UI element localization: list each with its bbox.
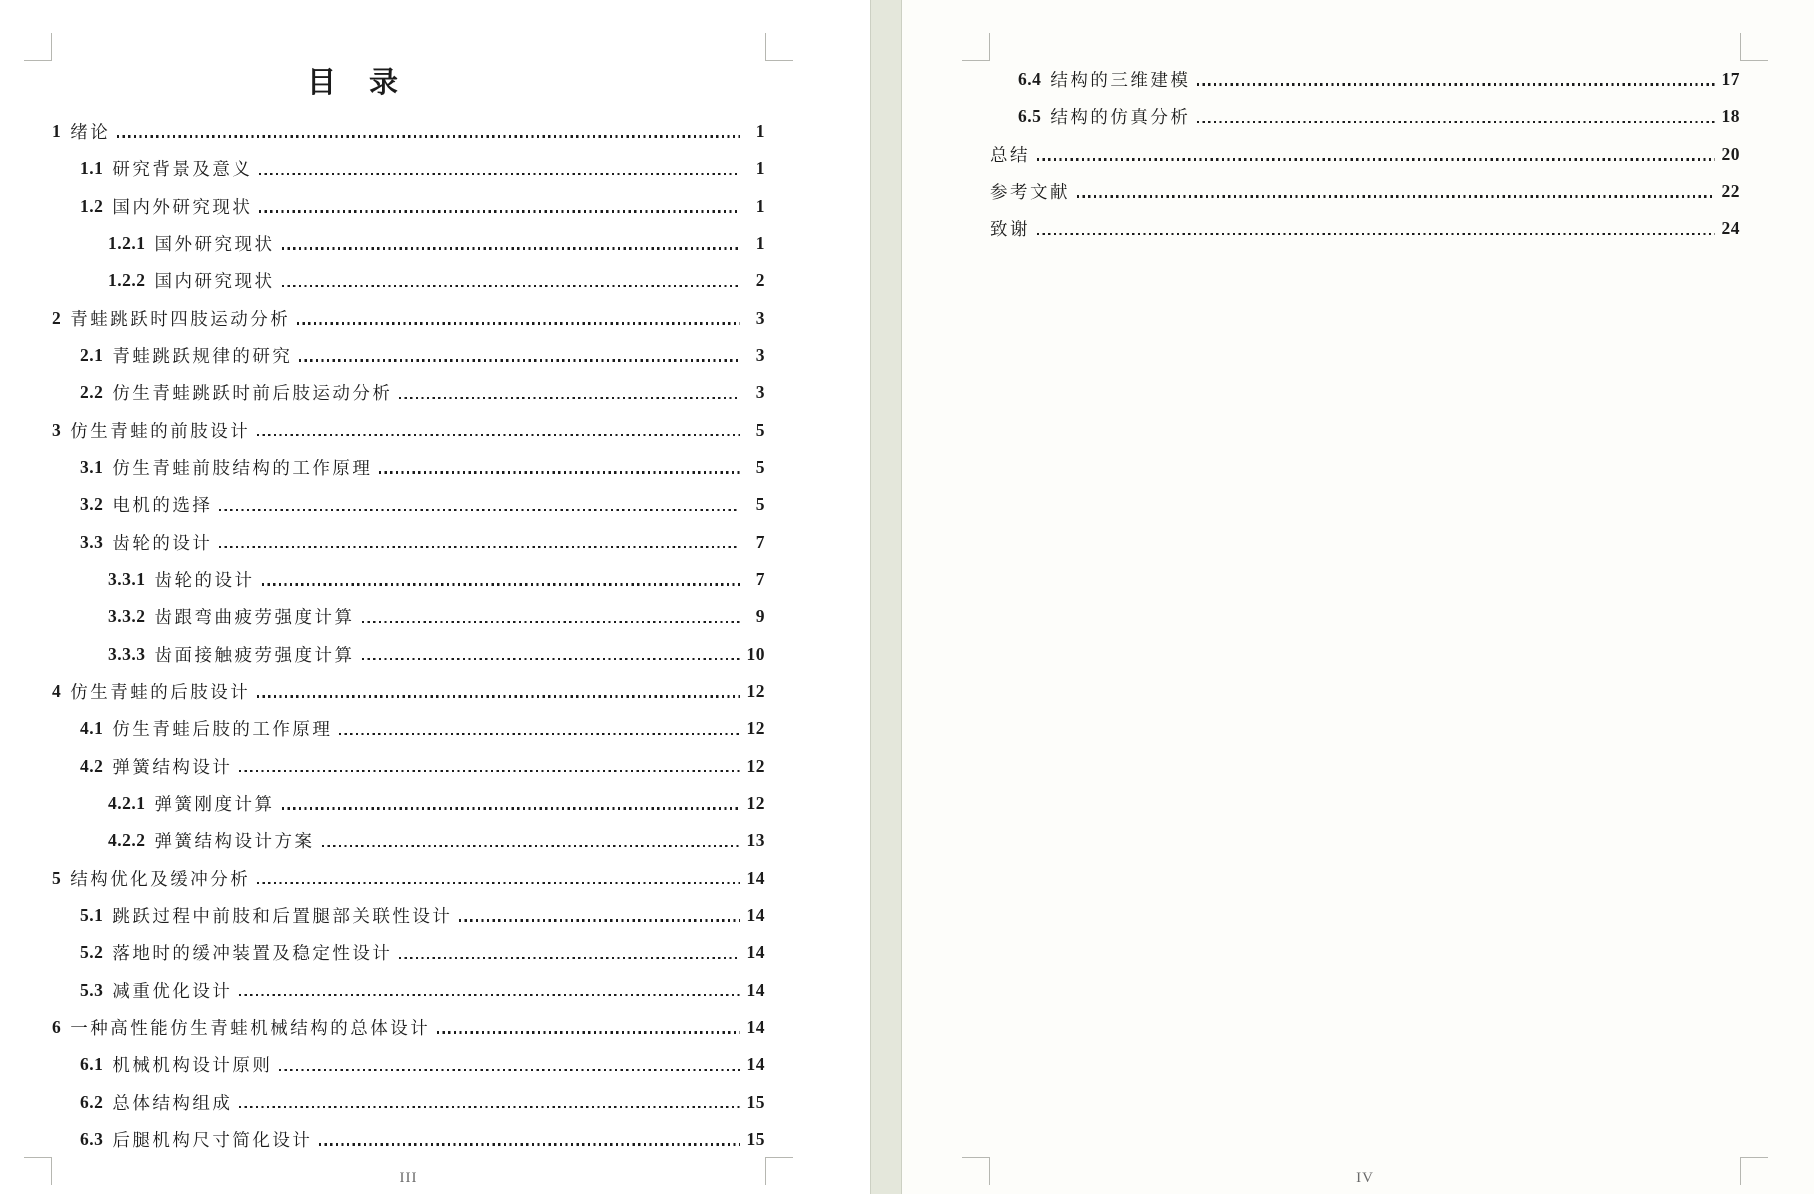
dot-leader xyxy=(339,733,740,735)
entry-number: 4.2.1 xyxy=(108,793,146,814)
entry-text: 仿生青蛙的后肢设计 xyxy=(70,682,251,703)
margin-corner-mark xyxy=(24,33,52,61)
margin-corner-mark xyxy=(765,33,793,61)
entry-page-number: 5 xyxy=(755,494,765,515)
dot-leader xyxy=(257,695,740,697)
entry-text: 落地时的缓冲装置及稳定性设计 xyxy=(112,943,393,964)
toc-entry[interactable] xyxy=(52,822,765,859)
dot-leader xyxy=(262,583,741,585)
toc-entry[interactable] xyxy=(990,98,1740,135)
toc-entry[interactable] xyxy=(52,673,765,710)
dot-leader xyxy=(282,247,741,249)
entry-text: 结构优化及缓冲分析 xyxy=(70,868,251,889)
entry-text: 弹簧结构设计方案 xyxy=(154,831,315,852)
dot-leader xyxy=(297,322,740,324)
toc-list-right xyxy=(990,61,1740,248)
dot-leader xyxy=(1037,158,1715,160)
dot-leader xyxy=(239,994,740,996)
entry-number: 5 xyxy=(52,867,62,888)
entry-number: 4.1 xyxy=(80,718,104,739)
entry-page-number: 14 xyxy=(746,1017,765,1038)
dot-leader xyxy=(282,807,741,809)
entry-page-number: 5 xyxy=(755,457,765,478)
toc-entry[interactable] xyxy=(52,1009,765,1046)
entry-number: 6 xyxy=(52,1017,62,1038)
entry-page-number: 14 xyxy=(746,905,765,926)
page-gap xyxy=(870,0,902,1194)
entry-number: 3 xyxy=(52,419,62,440)
dot-leader xyxy=(1037,233,1715,235)
entry-number: 1.2 xyxy=(80,195,104,216)
entry-number: 6.3 xyxy=(80,1129,104,1150)
entry-page-number: 9 xyxy=(755,606,765,627)
entry-number: 6.5 xyxy=(1018,106,1042,127)
toc-entry[interactable] xyxy=(52,897,765,934)
entry-page-number: 7 xyxy=(755,531,765,552)
entry-text: 结构的仿真分析 xyxy=(1050,107,1191,128)
toc-entry[interactable] xyxy=(52,785,765,822)
dot-leader xyxy=(282,285,741,287)
toc-entry[interactable] xyxy=(990,173,1740,210)
entry-text: 弹簧刚度计算 xyxy=(154,794,275,815)
entry-text: 减重优化设计 xyxy=(112,980,233,1001)
entry-page-number: 20 xyxy=(1721,143,1740,164)
entry-text: 弹簧结构设计 xyxy=(112,756,233,777)
page-right xyxy=(902,0,1814,1194)
toc-entry[interactable] xyxy=(52,636,765,673)
entry-number: 4 xyxy=(52,681,62,702)
entry-number: 6.4 xyxy=(1018,69,1042,90)
entry-text: 结构的三维建模 xyxy=(1050,70,1191,91)
entry-number: 3.2 xyxy=(80,494,104,515)
toc-entry[interactable] xyxy=(52,1121,765,1158)
entry-number: 3.3.2 xyxy=(108,606,146,627)
toc-entry[interactable] xyxy=(52,934,765,971)
entry-page-number: 24 xyxy=(1721,218,1740,239)
entry-text: 齿跟弯曲疲劳强度计算 xyxy=(154,607,355,628)
entry-page-number: 1 xyxy=(755,195,765,216)
dot-leader xyxy=(257,882,740,884)
entry-page-number: 12 xyxy=(746,793,765,814)
entry-text: 总结 xyxy=(990,144,1030,165)
entry-text: 研究背景及意义 xyxy=(112,159,253,180)
margin-corner-mark xyxy=(765,1157,793,1185)
dot-leader xyxy=(1077,195,1715,197)
entry-text: 一种高性能仿生青蛙机械结构的总体设计 xyxy=(70,1018,431,1039)
entry-number: 3.3.1 xyxy=(108,569,146,590)
dot-leader xyxy=(322,845,741,847)
toc-entry[interactable] xyxy=(52,1046,765,1083)
entry-number: 6.1 xyxy=(80,1054,104,1075)
dot-leader xyxy=(379,471,740,473)
dot-leader xyxy=(117,135,740,137)
entry-number: 3.3 xyxy=(80,531,104,552)
entry-page-number: 3 xyxy=(755,382,765,403)
toc-entry[interactable] xyxy=(52,262,765,299)
dot-leader xyxy=(437,1031,740,1033)
toc-entry[interactable] xyxy=(990,210,1740,247)
entry-text: 齿面接触疲劳强度计算 xyxy=(154,644,355,665)
dot-leader xyxy=(362,658,741,660)
toc-entry[interactable] xyxy=(52,449,765,486)
toc-list-left xyxy=(52,113,765,1158)
entry-page-number: 1 xyxy=(755,158,765,179)
dot-leader xyxy=(219,546,740,548)
entry-text: 机械机构设计原则 xyxy=(112,1055,273,1076)
entry-page-number: 18 xyxy=(1721,106,1740,127)
toc-entry[interactable] xyxy=(52,561,765,598)
dot-leader xyxy=(1197,121,1715,123)
dot-leader xyxy=(257,434,740,436)
entry-number: 1.2.1 xyxy=(108,233,146,254)
entry-text: 齿轮的设计 xyxy=(154,570,255,591)
entry-text: 绪论 xyxy=(70,122,111,143)
dot-leader xyxy=(259,210,740,212)
entry-text: 仿生青蛙跳跃时前后肢运动分析 xyxy=(112,383,393,404)
entry-number: 3.3.3 xyxy=(108,643,146,664)
toc-entry[interactable] xyxy=(52,374,765,411)
toc-entry[interactable] xyxy=(52,412,765,449)
entry-page-number: 10 xyxy=(746,643,765,664)
dot-leader xyxy=(219,509,740,511)
entry-text: 仿生青蛙前肢结构的工作原理 xyxy=(112,458,373,479)
entry-page-number: 17 xyxy=(1721,69,1740,90)
toc-entry[interactable] xyxy=(990,61,1740,98)
margin-corner-mark xyxy=(962,1157,990,1185)
toc-entry[interactable] xyxy=(990,136,1740,173)
entry-text: 国外研究现状 xyxy=(154,234,275,255)
entry-number: 2.2 xyxy=(80,382,104,403)
entry-page-number: 15 xyxy=(746,1091,765,1112)
dot-leader xyxy=(399,397,740,399)
entry-number: 3.1 xyxy=(80,457,104,478)
toc-entry[interactable] xyxy=(52,710,765,747)
toc-entry[interactable] xyxy=(52,598,765,635)
entry-number: 1.1 xyxy=(80,158,104,179)
entry-number: 6.2 xyxy=(80,1091,104,1112)
entry-text: 仿生青蛙的前肢设计 xyxy=(70,420,251,441)
toc-entry[interactable] xyxy=(52,748,765,785)
toc-entry[interactable] xyxy=(52,150,765,187)
dot-leader xyxy=(319,1143,740,1145)
toc-entry[interactable] xyxy=(52,300,765,337)
dot-leader xyxy=(362,621,741,623)
toc-title: 目 录 xyxy=(306,67,400,99)
entry-text: 青蛙跳跃时四肢运动分析 xyxy=(70,308,291,329)
entry-text: 跳跃过程中前肢和后置腿部关联性设计 xyxy=(112,906,453,927)
toc-entry[interactable] xyxy=(52,524,765,561)
entry-page-number: 15 xyxy=(746,1129,765,1150)
margin-corner-mark xyxy=(962,33,990,61)
dot-leader xyxy=(299,359,740,361)
toc-entry[interactable] xyxy=(52,860,765,897)
dot-leader xyxy=(459,919,740,921)
page-left xyxy=(0,0,870,1194)
entry-text: 电机的选择 xyxy=(112,495,213,516)
entry-page-number: 3 xyxy=(755,345,765,366)
entry-page-number: 1 xyxy=(755,233,765,254)
entry-page-number: 5 xyxy=(755,419,765,440)
toc-entry[interactable] xyxy=(52,486,765,523)
entry-page-number: 14 xyxy=(746,942,765,963)
entry-number: 4.2 xyxy=(80,755,104,776)
entry-text: 青蛙跳跃规律的研究 xyxy=(112,346,293,367)
entry-text: 总体结构组成 xyxy=(112,1092,233,1113)
margin-corner-mark xyxy=(24,1157,52,1185)
entry-page-number: 7 xyxy=(755,569,765,590)
entry-page-number: 3 xyxy=(755,307,765,328)
entry-page-number: 12 xyxy=(746,755,765,776)
entry-text: 致谢 xyxy=(990,219,1030,240)
entry-text: 国内外研究现状 xyxy=(112,196,253,217)
entry-number: 2.1 xyxy=(80,345,104,366)
entry-text: 国内研究现状 xyxy=(154,271,275,292)
toc-entry[interactable] xyxy=(52,225,765,262)
page-number-right: IV xyxy=(1356,1170,1374,1186)
dot-leader xyxy=(279,1069,740,1071)
margin-corner-mark xyxy=(1740,1157,1768,1185)
entry-number: 5.2 xyxy=(80,942,104,963)
entry-page-number: 12 xyxy=(746,681,765,702)
margin-corner-mark xyxy=(1740,33,1768,61)
entry-page-number: 1 xyxy=(755,121,765,142)
entry-page-number: 14 xyxy=(746,1054,765,1075)
toc-entry[interactable] xyxy=(52,337,765,374)
entry-number: 5.1 xyxy=(80,905,104,926)
entry-number: 5.3 xyxy=(80,979,104,1000)
entry-text: 参考文献 xyxy=(990,182,1070,203)
entry-number: 1 xyxy=(52,121,62,142)
dot-leader xyxy=(399,957,740,959)
page-number-left: III xyxy=(399,1170,418,1186)
entry-page-number: 13 xyxy=(746,830,765,851)
toc-entry[interactable] xyxy=(52,188,765,225)
dot-leader xyxy=(239,770,740,772)
toc-entry[interactable] xyxy=(52,113,765,150)
entry-page-number: 14 xyxy=(746,867,765,888)
entry-number: 1.2.2 xyxy=(108,270,146,291)
entry-page-number: 2 xyxy=(755,270,765,291)
toc-entry[interactable] xyxy=(52,972,765,1009)
entry-number: 4.2.2 xyxy=(108,830,146,851)
dot-leader xyxy=(259,173,740,175)
dot-leader xyxy=(239,1106,740,1108)
dot-leader xyxy=(1197,83,1715,85)
entry-page-number: 12 xyxy=(746,718,765,739)
entry-number: 2 xyxy=(52,307,62,328)
entry-text: 后腿机构尺寸简化设计 xyxy=(112,1130,313,1151)
entry-page-number: 14 xyxy=(746,979,765,1000)
toc-entry[interactable] xyxy=(52,1084,765,1121)
entry-page-number: 22 xyxy=(1721,181,1740,202)
entry-text: 仿生青蛙后肢的工作原理 xyxy=(112,719,333,740)
entry-text: 齿轮的设计 xyxy=(112,532,213,553)
